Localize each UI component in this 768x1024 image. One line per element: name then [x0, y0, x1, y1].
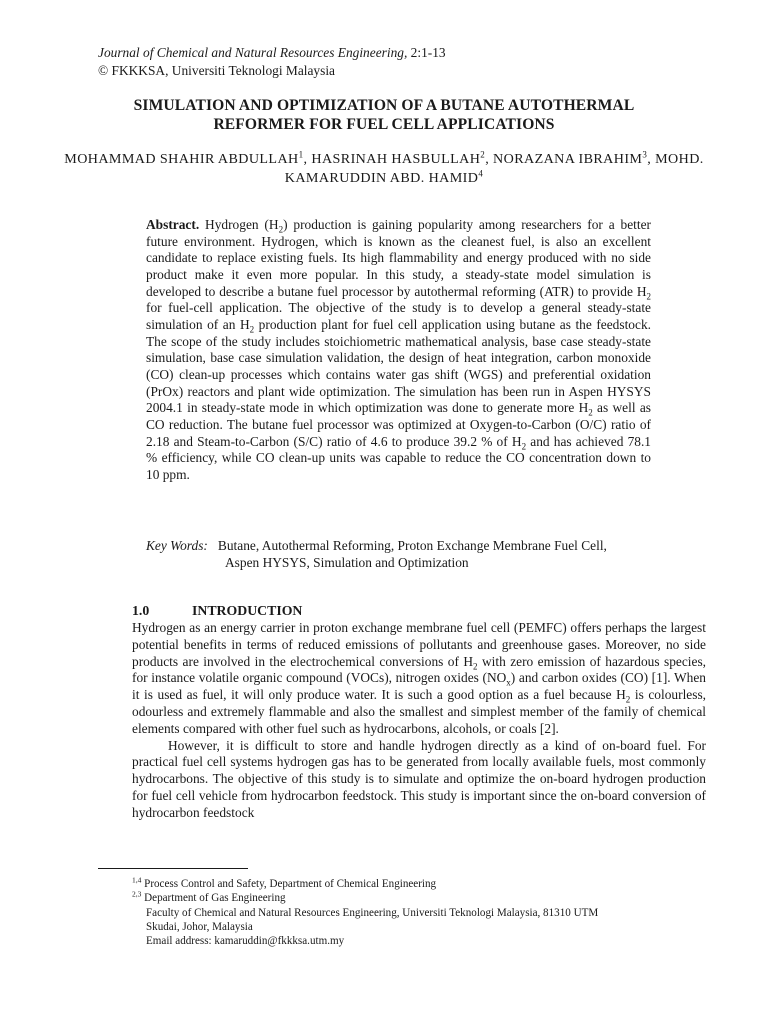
author-name: MOHAMMAD SHAHIR ABDULLAH — [64, 151, 299, 167]
paragraph-text: with zero emission of hazardous species, for instance volatile organic compound (VOCs), nitrogen oxides (NO — [132, 653, 707, 686]
intro-paragraph-1 — [132, 620, 706, 738]
abstract-text: as well as CO reduction. The butane fuel processor was optimized at Oxygen-to-Carbon (O/C) ratio of 2.18 and Steam-to-Carbon (S/C) ratio of 4.6 to produce 39.2 % of H — [146, 400, 651, 449]
keywords — [146, 537, 706, 571]
subscript: 2 — [646, 291, 651, 302]
section-title: INTRODUCTION — [192, 603, 303, 618]
paragraph-text: Hydrogen as an energy carrier in proton exchange membrane fuel cell (PEMFC) offers perhaps the largest potential benefits in terms of reduced emissions of pollutants and greenhouse gases. Moreover, no side products are involved in the electrochemical conversions of H — [132, 620, 706, 669]
paragraph-text: ) and carbon oxides (CO) [1]. When it is used as fuel, it will only produce water. It is such a good option as a fuel because H — [132, 670, 706, 703]
keywords-line-1 — [146, 537, 706, 554]
subscript: 2 — [473, 661, 478, 672]
keywords-label: Key Words: — [146, 538, 208, 553]
footnote-text: Process Control and Safety, Department of Chemical Engineering — [141, 878, 437, 890]
copyright-line: © FKKKSA, Universiti Teknologi Malaysia — [98, 63, 335, 78]
paragraph-text: is colourless, odourless and extremely flammable and also the smallest and simplest member of the family of chemical elements compared with other fuel such as hydrocarbons, alcohols, or coals [2]. — [132, 687, 706, 736]
footnote-affiliation: Faculty of Chemical and Natural Resources Engineering, Universiti Teknologi Malaysia, 81310 UTM — [146, 906, 599, 919]
introduction-body — [132, 620, 706, 822]
keywords-text: Butane, Autothermal Reforming, Proton Exchange Membrane Fuel Cell, — [217, 538, 607, 553]
subscript: 2 — [625, 694, 631, 705]
footnote-mark: 2,3 — [132, 889, 142, 899]
subscript: 2 — [278, 224, 284, 235]
abstract-label: Abstract. — [146, 217, 200, 232]
author-list — [60, 150, 708, 188]
section-heading — [132, 602, 302, 620]
author-affiliation-mark: 2 — [480, 149, 486, 160]
author-affiliation-mark: 4 — [478, 168, 484, 179]
abstract-text: production plant for fuel cell application using butane as the feedstock. The scope of the study includes stoichiometric mathematical analysis, base case steady-state simulation, base case simulation validation, the design of heat integration, carbon monoxide (CO) clean-up processes which contains water gas shift (WGS) and preferential oxidation (PrOx) reactors and plant wide optimization. The simulation has been run in Aspen HYSYS 2004.1 in steady-state mode in which optimization was done to generate more H — [146, 316, 651, 416]
subscript: x — [506, 678, 511, 689]
footnote-email: Email address: kamaruddin@fkkksa.utm.my — [146, 935, 345, 948]
author-separator: , — [647, 151, 656, 167]
section-number: 1.0 — [132, 603, 150, 618]
title-line-1: SIMULATION AND OPTIMIZATION OF A BUTANE AUTOTHERMAL — [133, 97, 635, 114]
subscript: 2 — [521, 441, 527, 452]
journal-header — [98, 44, 446, 80]
title-line-2: REFORMER FOR FUEL CELL APPLICATIONS — [213, 116, 555, 133]
paper-title — [60, 96, 708, 134]
abstract-text: and has achieved 78.1 % efficiency, while CO clean-up units was capable to reduce the CO concentration down to 10 ppm. — [146, 433, 651, 482]
footnote-text: Department of Gas Engineering — [141, 892, 286, 905]
abstract-text: for fuel-cell application. The objective of the study is to develop a general steady-state simulation of an H — [146, 300, 651, 332]
journal-line — [98, 44, 446, 62]
keywords-line-2: Aspen HYSYS, Simulation and Optimization — [225, 555, 469, 570]
journal-name: Journal of Chemical and Natural Resources Engineering, — [98, 45, 408, 60]
author-name: HASRINAH HASBULLAH — [311, 151, 481, 167]
abstract — [146, 217, 651, 484]
footnote-mark: 1,4 — [132, 875, 142, 885]
subscript: 2 — [588, 407, 593, 418]
author-separator: , — [485, 151, 494, 167]
footnote-2 — [132, 891, 692, 905]
footnote-1 — [132, 877, 692, 891]
subscript: 2 — [249, 324, 255, 335]
author-separator: , — [303, 151, 312, 167]
footnotes — [132, 877, 692, 948]
author-name: NORAZANA IBRAHIM — [493, 151, 643, 167]
author-affiliation-mark: 3 — [642, 149, 648, 160]
footnote-divider — [98, 868, 248, 869]
abstract-text: ) production is gaining popularity among researchers for a better future environment. Hydrogen, which is known as the cleanest fuel, is also an excellent candidate to replace existing fuels. Its high flammability and energy produced with no side product make it even more popular. In this study, a steady-state model simulation is developed to describe a butane fuel processor by autothermal reforming (ATR) to provide H — [146, 217, 651, 299]
author-affiliation-mark: 1 — [298, 149, 304, 160]
abstract-text: Hydrogen (H — [199, 217, 279, 232]
footnote-address: Skudai, Johor, Malaysia — [146, 920, 253, 933]
journal-pages: 2:1-13 — [410, 45, 446, 60]
author-name: MOHD. KAMARUDDIN ABD. HAMID — [284, 151, 704, 186]
intro-paragraph-2: However, it is difficult to store and handle hydrogen directly as a kind of on-board fuel. For practical fuel cell systems hydrogen gas has to be generated from locally available fuels, most commonly hydrocarbons. The objective of this study is to simulate and optimize the on-board hydrogen production for fuel cell vehicle from hydrocarbon feedstock. This study is important since the on-board conversion of hydrocarbon feedstock — [132, 737, 706, 820]
